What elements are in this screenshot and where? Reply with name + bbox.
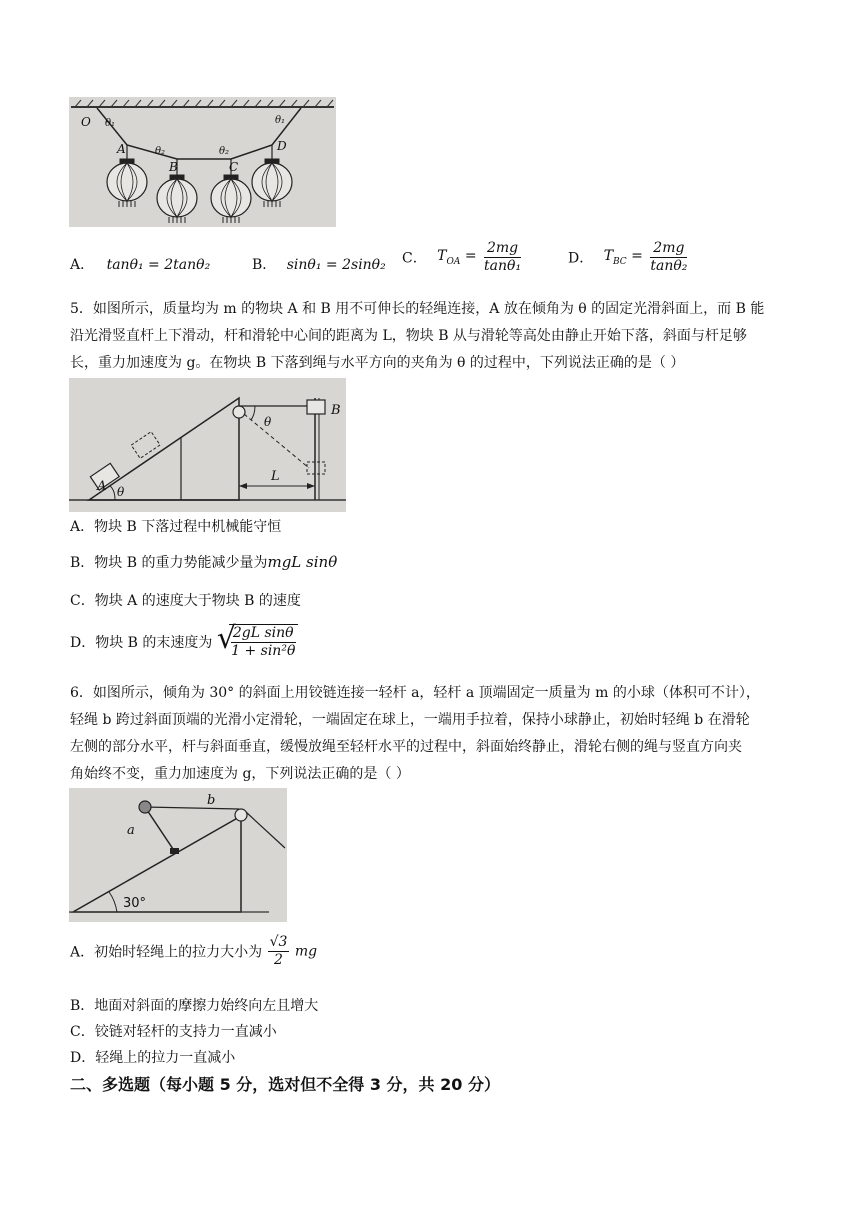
q6-stem-line: 轻绳 b 跨过斜面顶端的光滑小定滑轮，一端固定在球上，一端用手拉着，保持小球静止，初始时轻绳 b 在滑轮 bbox=[70, 712, 750, 728]
q5-option-d-text: D．物块 B 的末速度为 bbox=[70, 635, 213, 651]
q4-option-a-letter: A． bbox=[70, 257, 95, 273]
q4-option-b[interactable] bbox=[252, 254, 386, 274]
q6-option-b[interactable] bbox=[70, 995, 318, 1015]
q6-option-a-fraction bbox=[268, 934, 290, 969]
q5-stem-line: 长，重力加速度为 g。在物块 B 下落到绳与水平方向的夹角为 θ 的过程中，下列说法正确的是（ ） bbox=[70, 355, 685, 371]
q4-label-b: B bbox=[169, 160, 178, 174]
q6-option-a-denominator: 2 bbox=[274, 952, 283, 968]
q4-option-c[interactable] bbox=[402, 240, 524, 275]
q6-option-a-text: A．初始时轻绳上的拉力大小为 bbox=[70, 944, 263, 961]
q4-label-a: A bbox=[117, 142, 126, 156]
q4-option-c-denominator: tanθ₁ bbox=[484, 258, 522, 274]
q6-label-a: a bbox=[127, 823, 135, 838]
q5-option-d[interactable] bbox=[70, 621, 298, 660]
q4-option-d-fraction bbox=[650, 240, 687, 275]
q4-label-o: O bbox=[81, 115, 91, 129]
q5-option-b-formula: mgL sinθ bbox=[267, 553, 338, 571]
q5-label-b: B bbox=[331, 403, 341, 418]
q5-label-theta-top: θ bbox=[264, 415, 272, 429]
q5-figure-drawing bbox=[69, 378, 346, 512]
q6-option-d[interactable] bbox=[70, 1047, 235, 1067]
q4-figure-drawing bbox=[69, 97, 336, 227]
q6-figure bbox=[69, 788, 287, 922]
q6-option-d-text: D．轻绳上的拉力一直减小 bbox=[70, 1050, 236, 1066]
q4-option-d-lhs: $T_{BC}$ = bbox=[603, 248, 643, 267]
q4-label-theta1-right: θ₁ bbox=[275, 115, 286, 126]
q4-option-c-numerator: 2mg bbox=[484, 240, 521, 258]
q5-option-c-text: C．物块 A 的速度大于物块 B 的速度 bbox=[70, 593, 301, 609]
q5-option-c[interactable] bbox=[70, 590, 301, 610]
q4-option-b-letter: B． bbox=[252, 257, 277, 273]
q6-option-c-text: C．铰链对轻杆的支持力一直减小 bbox=[70, 1024, 277, 1040]
q4-label-c: C bbox=[229, 160, 239, 174]
q4-label-theta2-right: θ₂ bbox=[219, 146, 230, 157]
q6-stem-line: 6．如图所示，倾角为 30° 的斜面上用铰链连接一轻杆 a，轻杆 a 顶端固定一质量为 m 的小球（体积可不计）， bbox=[70, 685, 760, 701]
q5-stem-line: 5．如图所示，质量均为 m 的物块 A 和 B 用不可伸长的轻绳连接，A 放在倾角为 θ 的固定光滑斜面上，而 B 能 bbox=[70, 301, 765, 317]
q4-option-a[interactable] bbox=[70, 254, 210, 274]
q6-option-a-numerator: √3 bbox=[269, 934, 288, 950]
q6-option-b-text: B．地面对斜面的摩擦力始终向左且增大 bbox=[70, 998, 319, 1014]
q6-label-b: b bbox=[207, 793, 216, 808]
q6-stem-line: 角始终不变，重力加速度为 g，下列说法正确的是（ ） bbox=[70, 766, 410, 782]
q6-option-a[interactable] bbox=[70, 934, 317, 969]
q5-option-d-numerator: 2gL sinθ bbox=[232, 625, 294, 641]
q4-option-a-formula: tanθ₁ = 2tanθ₂ bbox=[106, 257, 211, 273]
q4-label-theta1-left: θ₁ bbox=[105, 118, 116, 129]
q5-option-a-text: A．物块 B 下落过程中机械能守恒 bbox=[70, 519, 282, 535]
section-title: 二、多选题（每小题 5 分，选对但不全得 3 分，共 20 分） bbox=[70, 1075, 500, 1094]
q5-option-b[interactable] bbox=[70, 552, 337, 572]
q4-option-d-denominator: tanθ₂ bbox=[650, 258, 688, 274]
q5-stem-line: 沿光滑竖直杆上下滑动，杆和滑轮中心间的距离为 L，物块 B 从与滑轮等高处由静止开始下落，斜面与杆足够 bbox=[70, 328, 747, 344]
q6-stem bbox=[70, 680, 792, 788]
q4-figure bbox=[69, 97, 336, 227]
q5-option-d-sqrt: √ $\frac{\text{2gL sinθ}}{\text{1 + sin²θ}}$ bbox=[217, 624, 298, 660]
q4-option-d-numerator: 2mg bbox=[650, 240, 687, 258]
q4-option-c-letter: C． bbox=[402, 250, 427, 267]
q5-label-l: L bbox=[271, 469, 280, 484]
q5-option-d-denominator: 1 + sin²θ bbox=[231, 643, 296, 659]
q6-label-angle: 30° bbox=[123, 896, 147, 911]
q6-option-c[interactable] bbox=[70, 1021, 277, 1041]
q5-option-b-text: B．物块 B 的重力势能减少量为 bbox=[70, 555, 268, 571]
q6-figure-drawing bbox=[69, 788, 287, 922]
q5-option-a[interactable] bbox=[70, 516, 281, 536]
q5-figure bbox=[69, 378, 346, 512]
q4-label-theta2-left: θ₂ bbox=[155, 146, 166, 157]
q4-option-b-formula: sinθ₁ = 2sinθ₂ bbox=[286, 257, 386, 273]
q4-option-c-fraction bbox=[484, 240, 521, 275]
q4-label-d: D bbox=[277, 139, 287, 153]
q5-stem bbox=[70, 296, 792, 377]
q5-label-theta: θ bbox=[117, 485, 125, 499]
q6-stem-line: 左侧的部分水平，杆与斜面垂直，缓慢放绳至轻杆水平的过程中，斜面始终静止，滑轮右侧的绳与竖直方向夹 bbox=[70, 739, 742, 755]
q4-option-c-lhs: $T_{OA}$ = bbox=[437, 248, 477, 267]
q6-option-a-unit: mg bbox=[294, 943, 318, 960]
q5-label-a: A bbox=[97, 479, 107, 494]
q4-option-d[interactable] bbox=[568, 240, 690, 275]
q4-option-d-letter: D． bbox=[568, 250, 594, 267]
